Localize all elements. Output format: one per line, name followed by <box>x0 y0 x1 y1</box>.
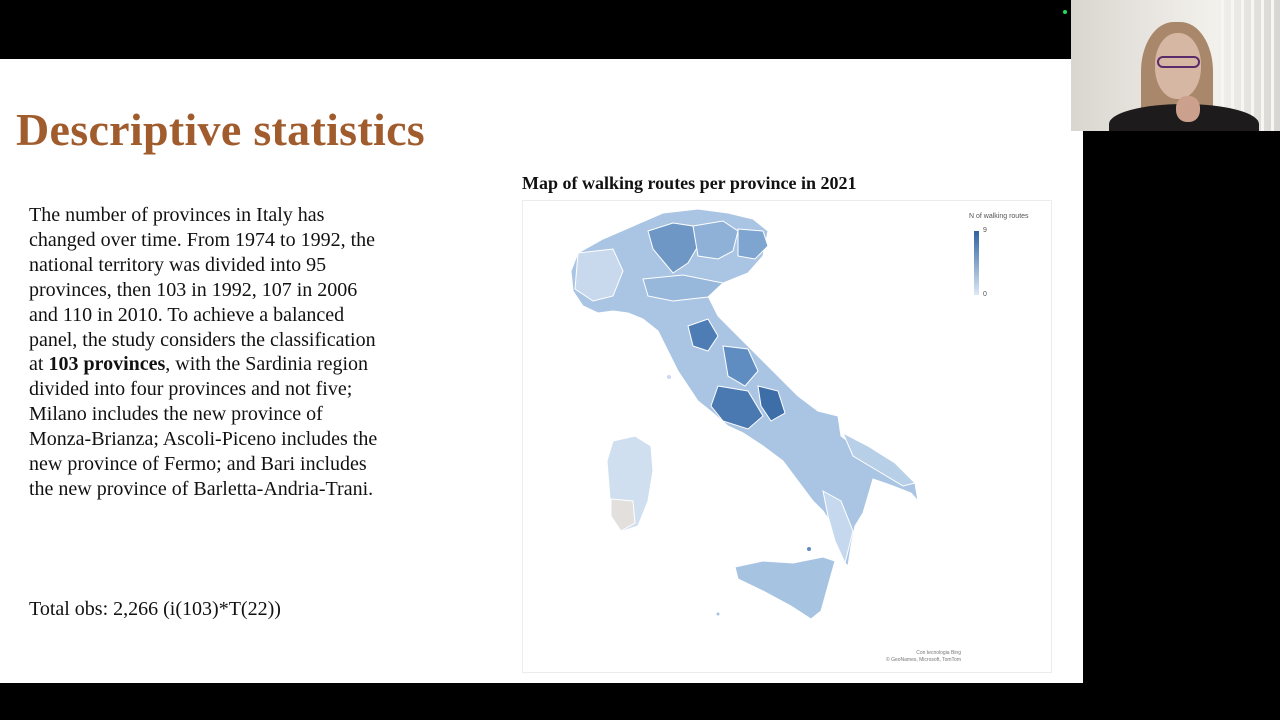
webcam-video-tile <box>1071 0 1280 131</box>
map-panel <box>522 200 1052 673</box>
island-small-2 <box>717 613 720 616</box>
slide-title: Descriptive statistics <box>16 104 425 155</box>
map-credit <box>886 650 961 664</box>
paragraph-text-2: , with the Sardinia region divided into four provinces and not five; Milano includes the new province of Monza-Brianza; Ascoli-Piceno includes the new province of Fermo; and Bari includes the new province of Barletta-Andria-Trani. <box>29 353 378 500</box>
recording-indicator-dot <box>1063 10 1067 14</box>
island-small-1 <box>807 547 811 551</box>
map-credit-line-2: © GeoNames, Microsoft, TomTom <box>886 657 961 663</box>
presentation-slide <box>0 59 1083 683</box>
italy-choropleth-map <box>523 201 1051 672</box>
region-sicily <box>735 557 835 619</box>
map-title: Map of walking routes per province in 2021 <box>522 173 857 193</box>
slide-paragraph <box>29 203 381 502</box>
legend-color-scale <box>974 231 979 295</box>
total-observations: Total obs: 2,266 (i(103)*T(22)) <box>29 598 281 620</box>
map-credit-line-1: Con tecnologia Bing <box>916 650 961 656</box>
legend-min-label: 0 <box>983 291 987 298</box>
legend-max-label: 9 <box>983 227 987 234</box>
island-elba <box>667 375 671 379</box>
paragraph-emphasis: 103 provinces <box>48 353 166 376</box>
legend-title: N of walking routes <box>969 213 1029 220</box>
paragraph-text-1: The number of provinces in Italy has changed over time. From 1974 to 1992, the national territory was divided into 95 provinces, then 103 in 1992, 107 in 2006 and 110 in 2010. To achieve a balanced panel, the study considers the classification at <box>29 204 376 376</box>
